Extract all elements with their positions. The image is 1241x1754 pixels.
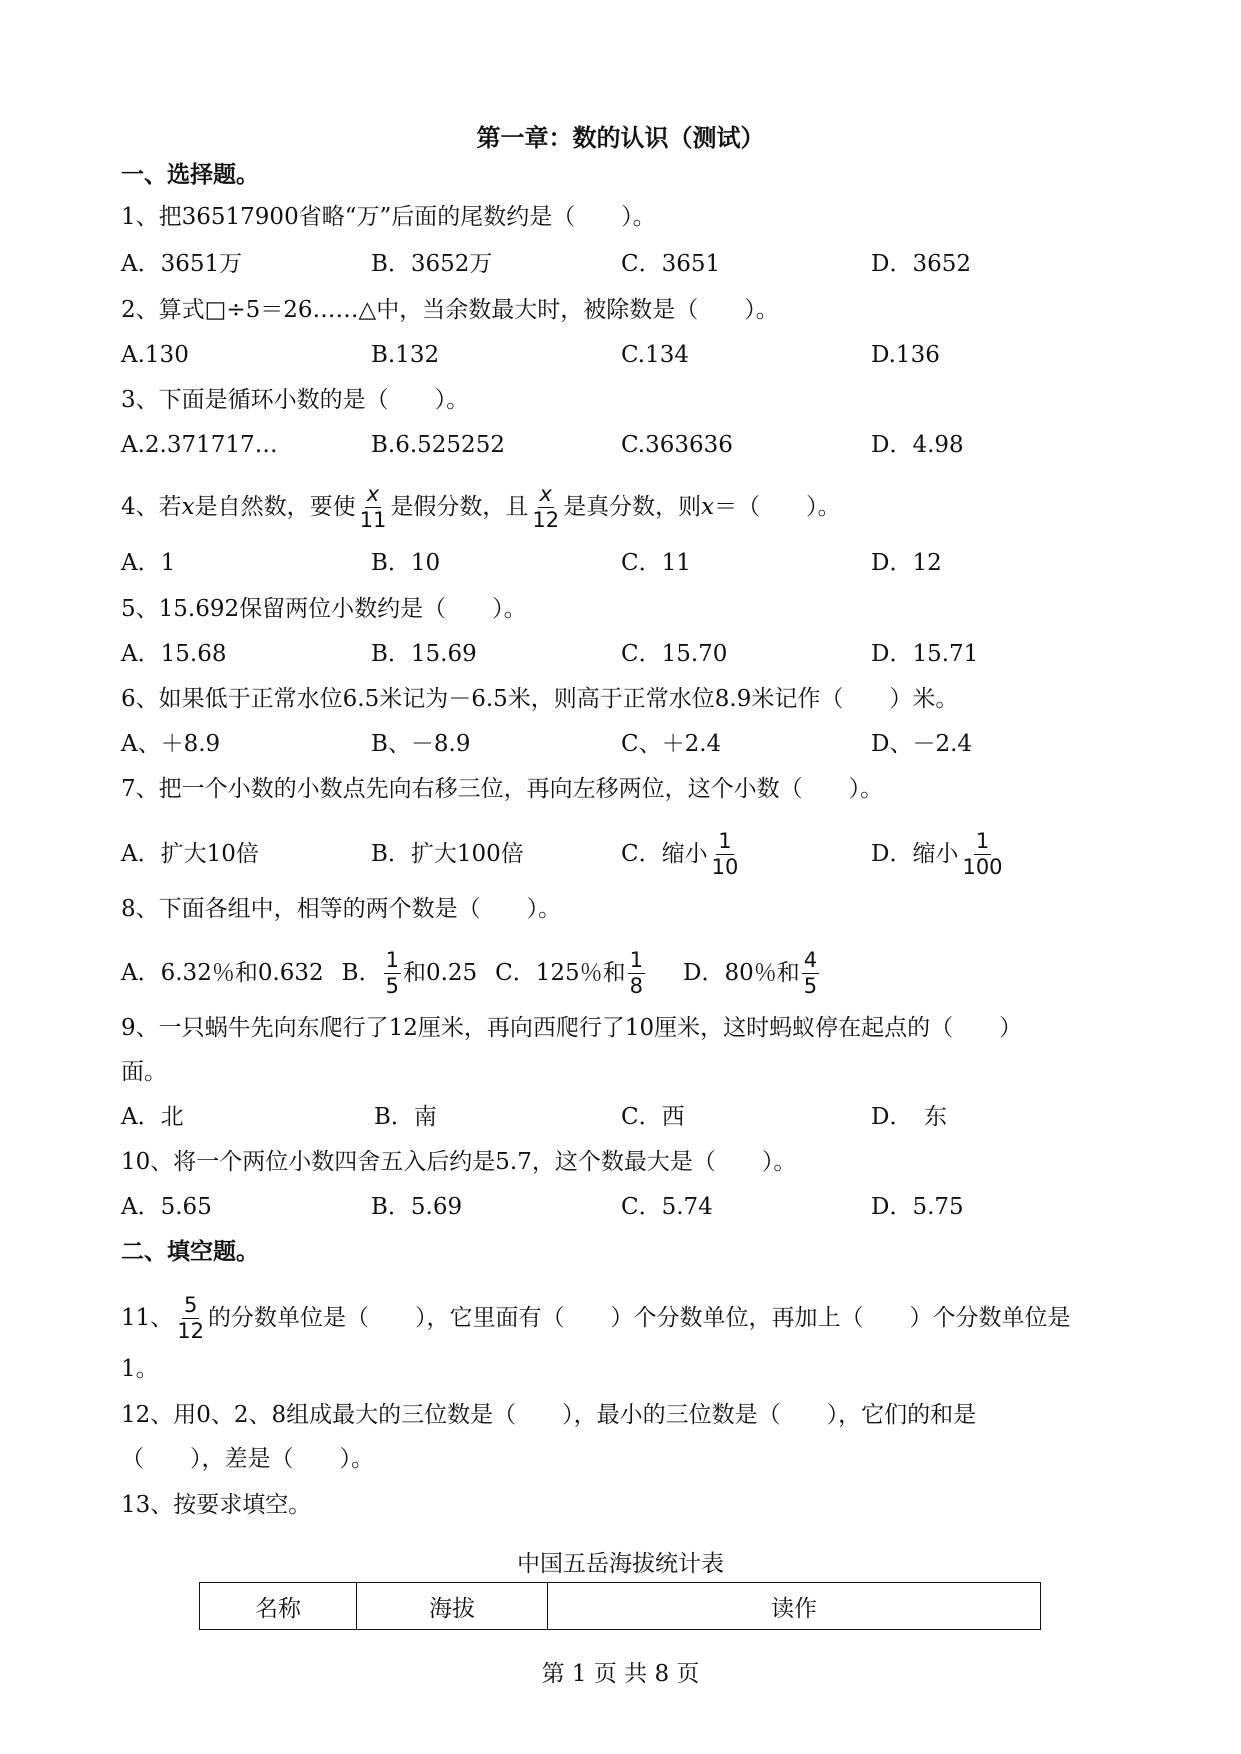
- page-title: 第一章：数的认识（测试）: [476, 123, 765, 152]
- q7-fraction-1-over-100: [960, 828, 1004, 879]
- question-12-stem-line-1: 12、用0、2、8组成最大的三位数是（ ），最小的三位数是（ ），它们的和是: [121, 1402, 977, 1428]
- q6-option-c: C、＋2.4: [621, 731, 722, 757]
- section-fill-heading: 二、填空题。: [121, 1238, 259, 1265]
- question-10-stem: 10、将一个两位小数四舍五入后约是5.7，这个数最大是（ ）。: [121, 1149, 797, 1175]
- q5-option-a: A．15.68: [121, 641, 227, 667]
- q5-option-d: D．15.71: [871, 641, 979, 667]
- question-12-stem-line-2: （ ），差是（ ）。: [121, 1446, 374, 1472]
- q4-text-2: 是自然数，要使: [194, 494, 356, 520]
- q7-fraction-1-over-10: [710, 828, 741, 879]
- q10-option-b: B．5.69: [371, 1194, 463, 1220]
- q8-c-denominator: 8: [629, 973, 644, 998]
- q8-fraction-4-over-5: [802, 947, 819, 998]
- q8-option-d-label: D．80％和: [683, 960, 800, 986]
- q3-option-c: C.363636: [621, 432, 733, 458]
- q4-option-a: A．1: [121, 550, 176, 576]
- q8-d-numerator: 4: [803, 947, 818, 972]
- q8-b-numerator: 1: [385, 947, 399, 972]
- q4-var-x: x: [181, 494, 195, 520]
- q7-d-numerator: 1: [975, 828, 990, 853]
- q10-option-d: D．5.75: [871, 1194, 964, 1220]
- q6-option-b: B、－8.9: [371, 731, 471, 757]
- question-13-stem: 13、按要求填空。: [121, 1492, 312, 1518]
- q7-option-a: A．扩大10倍: [121, 841, 259, 867]
- q11-denominator: 12: [177, 1318, 205, 1343]
- question-9-stem-line-2: 面。: [121, 1059, 167, 1085]
- q8-option-a: A．6.32％和0.632: [121, 960, 324, 986]
- q9-option-c: C．西: [621, 1104, 685, 1130]
- q5-option-c: C．15.70: [621, 641, 728, 667]
- q8-option-b: [341, 947, 478, 998]
- q8-b-denominator: 5: [385, 973, 399, 998]
- q7-option-d-label: D．缩小: [871, 841, 959, 867]
- question-3-options: [121, 428, 1121, 462]
- q9-option-d: D． 东: [871, 1104, 947, 1130]
- q4-text-4: 是真分数，则: [563, 494, 702, 520]
- question-7-stem: 7、把一个小数的小数点先向右移三位，再向左移两位，这个小数（ ）。: [121, 776, 884, 802]
- q8-fraction-1-over-8: [628, 947, 645, 998]
- q1-option-b: B．3652万: [371, 251, 493, 277]
- q5-option-b: B．15.69: [371, 641, 477, 667]
- q8-c-numerator: 1: [629, 947, 644, 972]
- q1-option-a: A．3651万: [121, 251, 243, 277]
- q4-option-c: C．11: [621, 550, 691, 576]
- q8-option-c: [495, 947, 647, 998]
- q4-text-3: 是假分数，且: [390, 494, 529, 520]
- question-7-options: [121, 826, 1121, 882]
- question-1-options: [121, 247, 1121, 281]
- q3-option-a: A.2.371717…: [121, 432, 278, 458]
- question-5-stem: 5、15.692保留两位小数约是（ ）。: [121, 596, 527, 622]
- question-3-stem: 3、下面是循环小数的是（ ）。: [121, 387, 470, 413]
- q6-option-d: D、－2.4: [871, 731, 973, 757]
- table-header-altitude: 海拔: [357, 1583, 548, 1630]
- q7-option-c-label: C．缩小: [621, 841, 708, 867]
- q4-fraction-x-over-12: [530, 481, 561, 532]
- q11-fraction-5-over-12: [175, 1292, 206, 1343]
- q9-option-b: B．南: [374, 1104, 437, 1130]
- q11-number: 11、: [121, 1305, 174, 1331]
- q11-text: 的分数单位是（ ），它里面有（ ）个分数单位，再加上（ ）个分数单位是: [208, 1305, 1071, 1331]
- q7-c-denominator: 10: [711, 854, 739, 879]
- q7-option-c: [621, 826, 742, 882]
- q4-option-b: B．10: [371, 550, 441, 576]
- q9-option-a: A．北: [121, 1104, 184, 1130]
- q4-f2-numerator: x: [539, 481, 552, 506]
- q3-option-d: D．4.98: [871, 432, 964, 458]
- q8-option-c-label: C．125％和: [495, 960, 626, 986]
- question-4-stem: [121, 482, 841, 532]
- table-header-reading: 读作: [548, 1583, 1041, 1630]
- section-choice-heading: 一、选择题。: [121, 161, 259, 188]
- q2-option-c: C.134: [621, 342, 689, 368]
- q4-text-5: ＝（ ）。: [714, 494, 841, 520]
- question-2-options: [121, 338, 1121, 372]
- table-title: 中国五岳海拔统计表: [517, 1551, 724, 1577]
- table-header-name: 名称: [200, 1583, 357, 1630]
- question-9-options: [121, 1100, 1121, 1134]
- question-6-stem: 6、如果低于正常水位6.5米记为－6.5米，则高于正常水位8.9米记作（ ）米。: [121, 686, 959, 712]
- q7-c-numerator: 1: [718, 828, 732, 853]
- table-header-row: [200, 1583, 1041, 1630]
- q1-option-d: D．3652: [871, 251, 971, 277]
- question-11-stem: [121, 1290, 1071, 1346]
- question-9-stem-line-1: 9、一只蜗牛先向东爬行了12厘米，再向西爬行了10厘米，这时蚂蚁停在起点的（ ）: [121, 1015, 1023, 1041]
- q6-option-a: A、＋8.9: [121, 731, 221, 757]
- q3-option-b: B.6.525252: [371, 432, 505, 458]
- q7-option-b: B．扩大100倍: [371, 841, 524, 867]
- question-2-stem: 2、算式□÷5＝26……△中，当余数最大时，被除数是（ ）。: [121, 297, 779, 323]
- q4-fraction-x-over-11: [358, 481, 389, 532]
- altitude-table: [199, 1582, 1041, 1630]
- q4-f1-numerator: x: [366, 481, 380, 506]
- question-4-options: [121, 546, 1121, 580]
- question-10-options: [121, 1190, 1121, 1224]
- q8-option-d: [683, 947, 821, 998]
- q4-text-1: 4、若: [121, 494, 182, 520]
- q8-option-b-tail: 和0.25: [402, 960, 478, 986]
- q2-option-a: A.130: [121, 342, 189, 368]
- q7-d-denominator: 100: [962, 854, 1003, 879]
- q11-numerator: 5: [183, 1292, 198, 1317]
- question-8-options: [121, 945, 839, 1001]
- q10-option-c: C．5.74: [621, 1194, 713, 1220]
- question-11-stem-line-2: 1。: [121, 1356, 159, 1382]
- q2-option-d: D.136: [871, 342, 940, 368]
- q4-f1-denominator: 11: [359, 507, 387, 532]
- question-6-options: [121, 727, 1121, 761]
- q8-d-denominator: 5: [803, 973, 818, 998]
- question-1-stem: 1、把36517900省略“万”后面的尾数约是（ ）。: [121, 204, 656, 230]
- q4-option-d: D．12: [871, 550, 942, 576]
- question-8-stem: 8、下面各组中，相等的两个数是（ ）。: [121, 896, 562, 922]
- page-footer: 第 1 页 共 8 页: [541, 1661, 700, 1687]
- q1-option-c: C．3651: [621, 251, 721, 277]
- q7-option-d: [871, 826, 1007, 882]
- question-5-options: [121, 637, 1121, 671]
- q4-f2-denominator: 12: [532, 507, 560, 532]
- q4-var-x-2: x: [701, 494, 715, 520]
- q2-option-b: B.132: [371, 342, 440, 368]
- q8-option-b-label: B．: [341, 960, 382, 986]
- q10-option-a: A．5.65: [121, 1194, 212, 1220]
- q8-fraction-1-over-5: [384, 947, 401, 998]
